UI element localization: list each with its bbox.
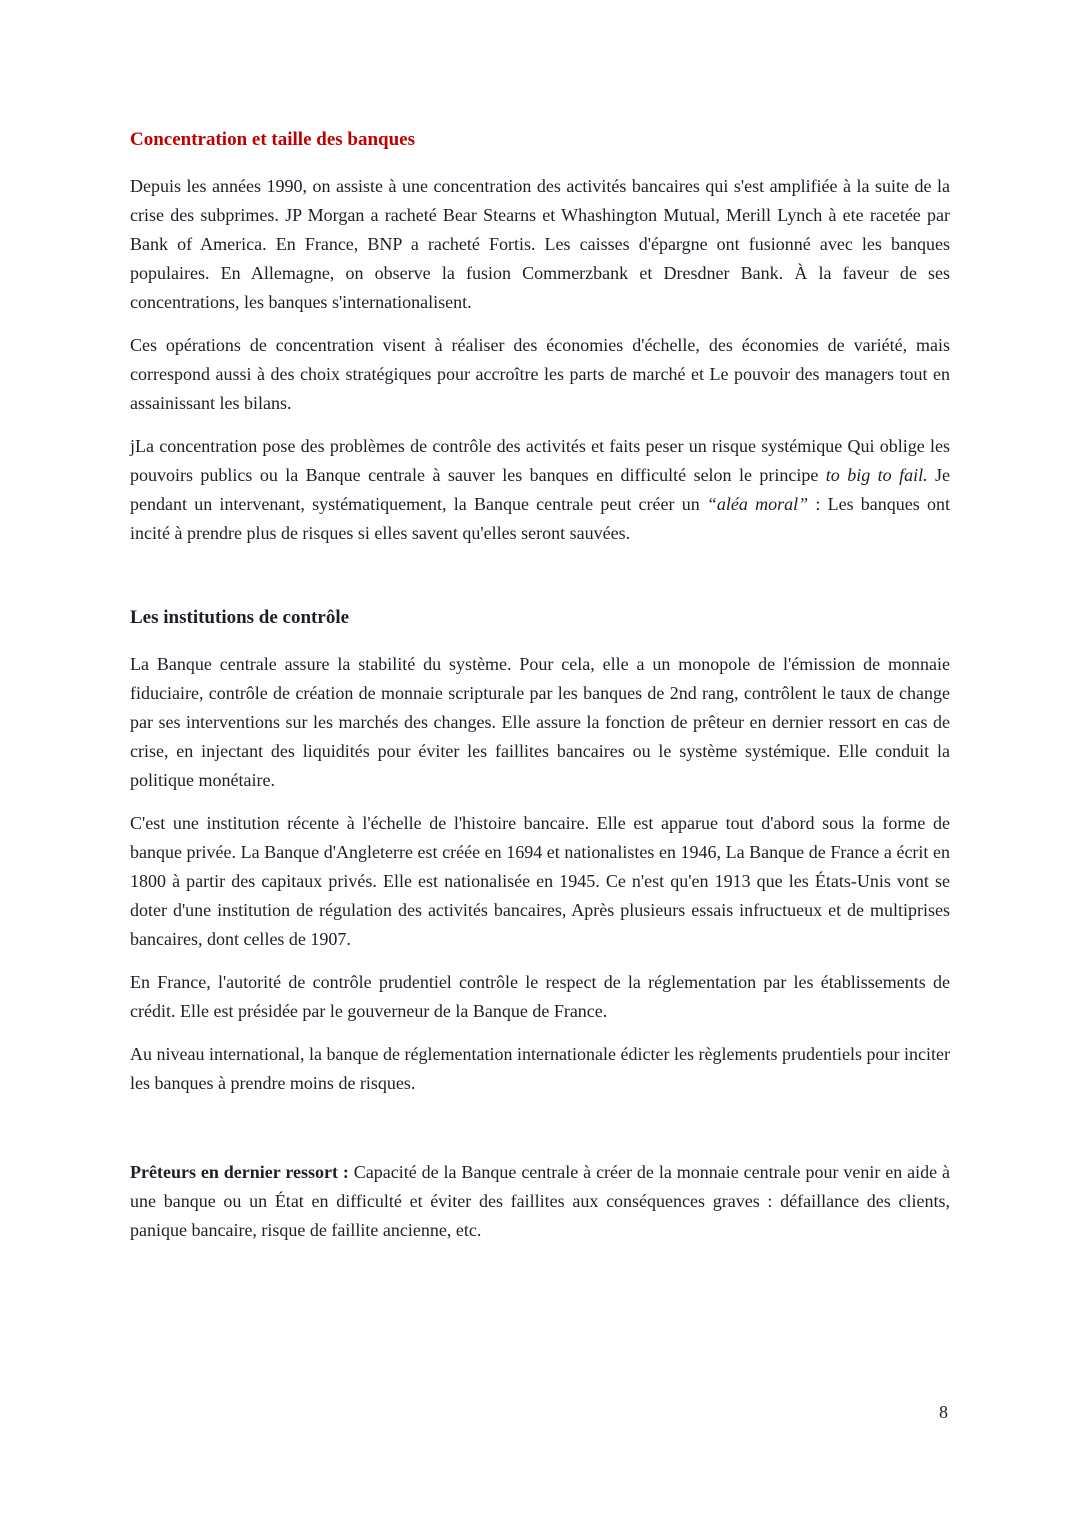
- paragraph-institutions-2: C'est une institution récente à l'échelle de l'histoire bancaire. Elle est apparue tout d'abord sous la forme de banque privée. La Banque d'Angleterre est créée en 1694 et nationalistes en 1946, La Banque de France a écrit en 1800 à partir des capitaux privés. Elle est nationalisée en 1945. Ce n'est qu'en 1913 que les États-Unis vont se doter d'une institution de régulation des activités bancaires, Après plusieurs essais infructueux et de multiprises bancaires, dont celles de 1907.: [130, 813, 950, 949]
- definition-paragraph: [130, 1158, 950, 1245]
- definition-text: Capacité de la Banque centrale à créer de la monnaie centrale pour venir en aide à une banque ou un État en difficulté et éviter des faillites aux conséquences graves : défaillance des clients, panique bancaire, risque de faillite ancienne, etc.: [130, 1162, 950, 1240]
- paragraph-concentration-3: [130, 432, 950, 548]
- document-content: [130, 128, 950, 1259]
- definition-term: Prêteurs en dernier ressort :: [130, 1162, 349, 1182]
- paragraph-institutions-1: La Banque centrale assure la stabilité du système. Pour cela, elle a un monopole de l'émission de monnaie fiduciaire, contrôle de création de monnaie scripturale par les banques de 2nd rang, contrôlent le taux de change par ses interventions sur les marchés des changes. Elle assure la fonction de prêteur en dernier ressort en cas de crise, en injectant des liquidités pour éviter les faillites bancaires ou le système systémique. Elle conduit la politique monétaire.: [130, 654, 950, 790]
- italic-phrase-alea-moral: “aléa moral”: [706, 494, 809, 514]
- paragraph-institutions-4: Au niveau international, la banque de réglementation internationale édicter les règlements prudentiels pour inciter les banques à prendre moins de risques.: [130, 1044, 950, 1093]
- page-number: 8: [939, 1402, 948, 1422]
- paragraph-3-text-start: jLa concentration pose des problèmes de contrôle des activités et faits peser un risque systémique Qui oblige les pouvoirs publics ou la Banque centrale à sauver les banques en difficulté selon le principe: [130, 436, 950, 485]
- paragraph-concentration-2: Ces opérations de concentration visent à réaliser des économies d'échelle, des économies de variété, mais correspond aussi à des choix stratégiques pour accroître les parts de marché et Le pouvoir des managers tout en assainissant les bilans.: [130, 335, 950, 413]
- section-heading-concentration: Concentration et taille des banques: [130, 129, 415, 150]
- section-heading-institutions: Les institutions de contrôle: [130, 607, 350, 628]
- italic-phrase-to-big-to-fail: to big to fail.: [825, 465, 928, 485]
- paragraph-3-text-middle: Je pendant un intervenant, systématiquement, la Banque centrale peut créer un: [130, 465, 950, 514]
- paragraph-institutions-3: En France, l'autorité de contrôle prudentiel contrôle le respect de la réglementation par les établissements de crédit. Elle est présidée par le gouverneur de la Banque de France.: [130, 972, 950, 1021]
- paragraph-concentration-1: Depuis les années 1990, on assiste à une concentration des activités bancaires qui s'est amplifiée à la suite de la crise des subprimes. JP Morgan a racheté Bear Stearns et Whashington Mutual, Merill Lynch à ete racetée par Bank of America. En France, BNP a racheté Fortis. Les caisses d'épargne ont fusionné avec les banques populaires. En Allemagne, on observe la fusion Commerzbank et Dresdner Bank. À la faveur de ses concentrations, les banques s'internationalisent.: [130, 176, 950, 312]
- paragraph-3-text-end: : Les banques ont incité à prendre plus de risques si elles savent qu'elles seront sauvées.: [130, 494, 950, 543]
